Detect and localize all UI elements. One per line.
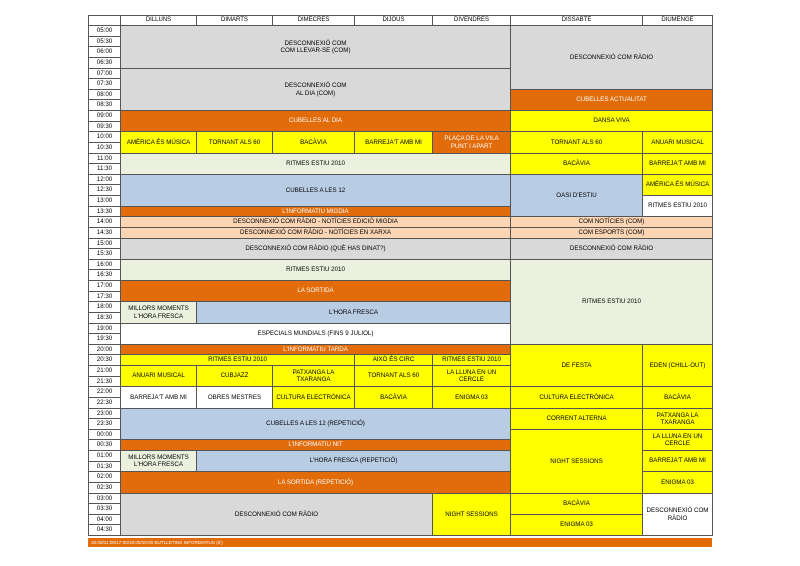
program-block: AMÈRICA ÉS MÚSICA	[120, 131, 197, 154]
time-slot: 02:30	[88, 482, 121, 494]
time-slot: 06:30	[88, 57, 121, 69]
program-block: ENIGMA 03	[642, 471, 713, 494]
time-slot: 16:00	[88, 259, 121, 270]
time-slot: 18:30	[88, 312, 121, 324]
day-header: DIVENDRES	[432, 15, 511, 26]
program-block: RITMES ESTIU 2010	[120, 153, 511, 175]
time-slot: 03:00	[88, 493, 121, 504]
program-block: L'INFORMATIU NIT	[120, 439, 511, 451]
time-slot: 19:00	[88, 323, 121, 334]
time-slot: 12:00	[88, 174, 121, 185]
program-block: ANUARI MUSICAL	[642, 131, 713, 154]
time-slot: 04:30	[88, 524, 121, 536]
day-header: DIMECRES	[272, 15, 355, 26]
program-block: CUBELLES AL DIA	[120, 110, 511, 132]
time-slot: 13:00	[88, 195, 121, 207]
time-slot: 15:30	[88, 248, 121, 260]
time-slot: 15:00	[88, 238, 121, 249]
program-block: DESCONNEXIÓ COM RÀDIO	[120, 493, 433, 536]
program-block: BACÀVIA	[354, 386, 433, 409]
time-slot: 21:30	[88, 376, 121, 387]
program-block: BACÀVIA	[510, 153, 643, 175]
time-slot: 23:30	[88, 418, 121, 430]
time-slot: 02:00	[88, 471, 121, 483]
program-block: L'HORA FRESCA	[196, 301, 511, 324]
program-block: NIGHT SESSIONS	[432, 493, 511, 536]
time-slot: 18:00	[88, 301, 121, 313]
program-block: LA SORTIDA	[120, 280, 511, 302]
time-slot: 09:30	[88, 121, 121, 132]
time-slot: 06:00	[88, 46, 121, 58]
time-slot: 12:30	[88, 184, 121, 196]
program-block: BACÀVIA	[642, 386, 713, 409]
program-block: PATXANGA LA TXARANGA	[642, 408, 713, 430]
day-header: DIJOUS	[354, 15, 433, 26]
time-slot: 19:30	[88, 333, 121, 345]
time-slot: 05:00	[88, 25, 121, 37]
time-slot: 22:00	[88, 386, 121, 398]
time-slot: 05:30	[88, 36, 121, 47]
program-block: MILLORS MOMENTS L'HORA FRESCA	[120, 301, 197, 324]
program-block: PLAÇA DE LA VILA PUNT I APART	[432, 131, 511, 154]
day-header: DIUMENGE	[642, 15, 713, 26]
day-header: DIMARTS	[196, 15, 273, 26]
program-block: BACÀVIA	[510, 493, 643, 515]
program-block: RITMES ESTIU 2010	[120, 259, 511, 281]
time-slot: 00:30	[88, 439, 121, 451]
time-slot: 04:00	[88, 514, 121, 525]
time-slot: 21:00	[88, 365, 121, 377]
program-block: BARREJA'T AMB MI	[354, 131, 433, 154]
program-block: DESCONNEXIÓ COM RÀDIO - NOTÍCIES EN XARXA	[120, 227, 511, 239]
program-block: DESCONNEXIÓ COM RÀDIO (QUÈ HAS DINAT?)	[120, 238, 511, 260]
program-block: DANSA VIVA	[510, 110, 713, 132]
program-block: BARREJA'T AMB MI	[642, 153, 713, 175]
program-block: CUBELLES A LES 12	[120, 174, 511, 207]
time-slot: 00:00	[88, 429, 121, 440]
time-slot: 14:30	[88, 227, 121, 239]
program-block: LA SORTIDA (REPETICIÓ)	[120, 471, 511, 494]
time-slot: 08:30	[88, 99, 121, 111]
program-block: CUBJAZZ	[196, 365, 273, 387]
time-slot: 10:00	[88, 131, 121, 143]
program-block: DESCONNEXIÓ COM RÀDIO	[510, 25, 713, 90]
program-block: DE FESTA	[510, 344, 643, 387]
program-block: EDEN (CHILL-OUT)	[642, 344, 713, 387]
time-slot: 22:30	[88, 397, 121, 409]
program-block: NIGHT SESSIONS	[510, 429, 643, 494]
program-block: MILLORS MOMENTS L'HORA FRESCA	[120, 450, 197, 472]
program-block: CUBELLES ACTUALITAT	[510, 89, 713, 111]
program-block: CORRENT ALTERNA	[510, 408, 643, 430]
time-slot: 07:30	[88, 78, 121, 90]
time-slot: 23:00	[88, 408, 121, 419]
time-slot: 17:30	[88, 291, 121, 302]
program-block: CUBELLES A LES 12 (REPETICIÓ)	[120, 408, 511, 440]
program-block: OBRES MESTRES	[196, 386, 273, 409]
day-header: DISSABTE	[510, 15, 643, 26]
program-block: BACÀVIA	[272, 131, 355, 154]
program-block: L'HORA FRESCA (REPETICIÓ)	[196, 450, 511, 472]
program-block: COM ESPORTS (COM)	[510, 227, 713, 239]
program-block: RITMES ESTIU 2010	[642, 195, 713, 217]
program-block: L'INFORMATIU MIGDIA	[120, 206, 511, 217]
program-block: L'INFORMATIU TARDA	[120, 344, 511, 355]
program-block: DESCONNEXIÓ COM COM LLEVAR-SE (COM)	[120, 25, 511, 69]
program-block: AMÈRICA ÉS MÚSICA	[642, 174, 713, 196]
time-slot: 08:00	[88, 89, 121, 100]
program-block: BARREJA'T AMB MI	[642, 450, 713, 472]
time-slot: 16:30	[88, 269, 121, 281]
program-block: COM NOTÍCIES (COM)	[510, 216, 713, 228]
time-slot: 10:30	[88, 142, 121, 154]
program-block: BARREJA'T AMB MI	[120, 386, 197, 409]
program-block: ANUARI MUSICAL	[120, 365, 197, 387]
time-slot: 09:00	[88, 110, 121, 122]
program-block: DESCONNEXIÓ COM AL DIA (COM)	[120, 68, 511, 111]
time-slot: 11:00	[88, 153, 121, 164]
time-slot: 03:30	[88, 503, 121, 515]
day-header: DILLUNS	[120, 15, 197, 26]
footer-note: 10:00/11:00/17:00/18:00/19:00 BUTLLETINS INFORMATIUS (5')	[88, 538, 712, 547]
program-block: ENIGMA 03	[510, 514, 643, 536]
time-slot: 14:00	[88, 216, 121, 228]
program-block: AIXÒ ÉS CIRC	[354, 354, 433, 366]
time-slot: 11:30	[88, 163, 121, 175]
program-block: DESCONNEXIÓ COM RÀDIO - NOTÍCIES EDICIÓ MIGDIA	[120, 216, 511, 228]
program-block: ESPECIALS MUNDIALS (FINS 9 JULIOL)	[120, 323, 511, 345]
time-slot: 17:00	[88, 280, 121, 292]
program-block: TORNANT ALS 60	[354, 365, 433, 387]
program-block: CULTURA ELECTRÒNICA	[510, 386, 643, 409]
time-slot: 20:00	[88, 344, 121, 355]
time-slot: 13:30	[88, 206, 121, 217]
program-block: PATXANGA LA TXARANGA	[272, 365, 355, 387]
time-slot: 01:00	[88, 450, 121, 462]
program-block: RITMES ESTIU 2010	[510, 259, 713, 345]
program-block: RITMES ESTIU 2010	[432, 354, 511, 366]
program-block: ENIGMA 03	[432, 386, 511, 409]
program-block: TORNANT ALS 60	[510, 131, 643, 154]
program-block: DESCONNEXIÓ COM RÀDIO	[642, 493, 713, 536]
time-slot: 20:30	[88, 354, 121, 366]
program-block: RITMES ESTIU 2010	[120, 354, 355, 366]
time-slot: 01:30	[88, 461, 121, 472]
program-block: OASI D'ESTIU	[510, 174, 643, 217]
program-block: TORNANT ALS 60	[196, 131, 273, 154]
program-block: CULTURA ELECTRÒNICA	[272, 386, 355, 409]
program-block: DESCONNEXIÓ COM RÀDIO	[510, 238, 713, 260]
program-block: LA LLUNA EN UN CERCLE	[432, 365, 511, 387]
program-block: LA LLUNA EN UN CERCLE	[642, 429, 713, 451]
time-slot: 07:00	[88, 68, 121, 79]
